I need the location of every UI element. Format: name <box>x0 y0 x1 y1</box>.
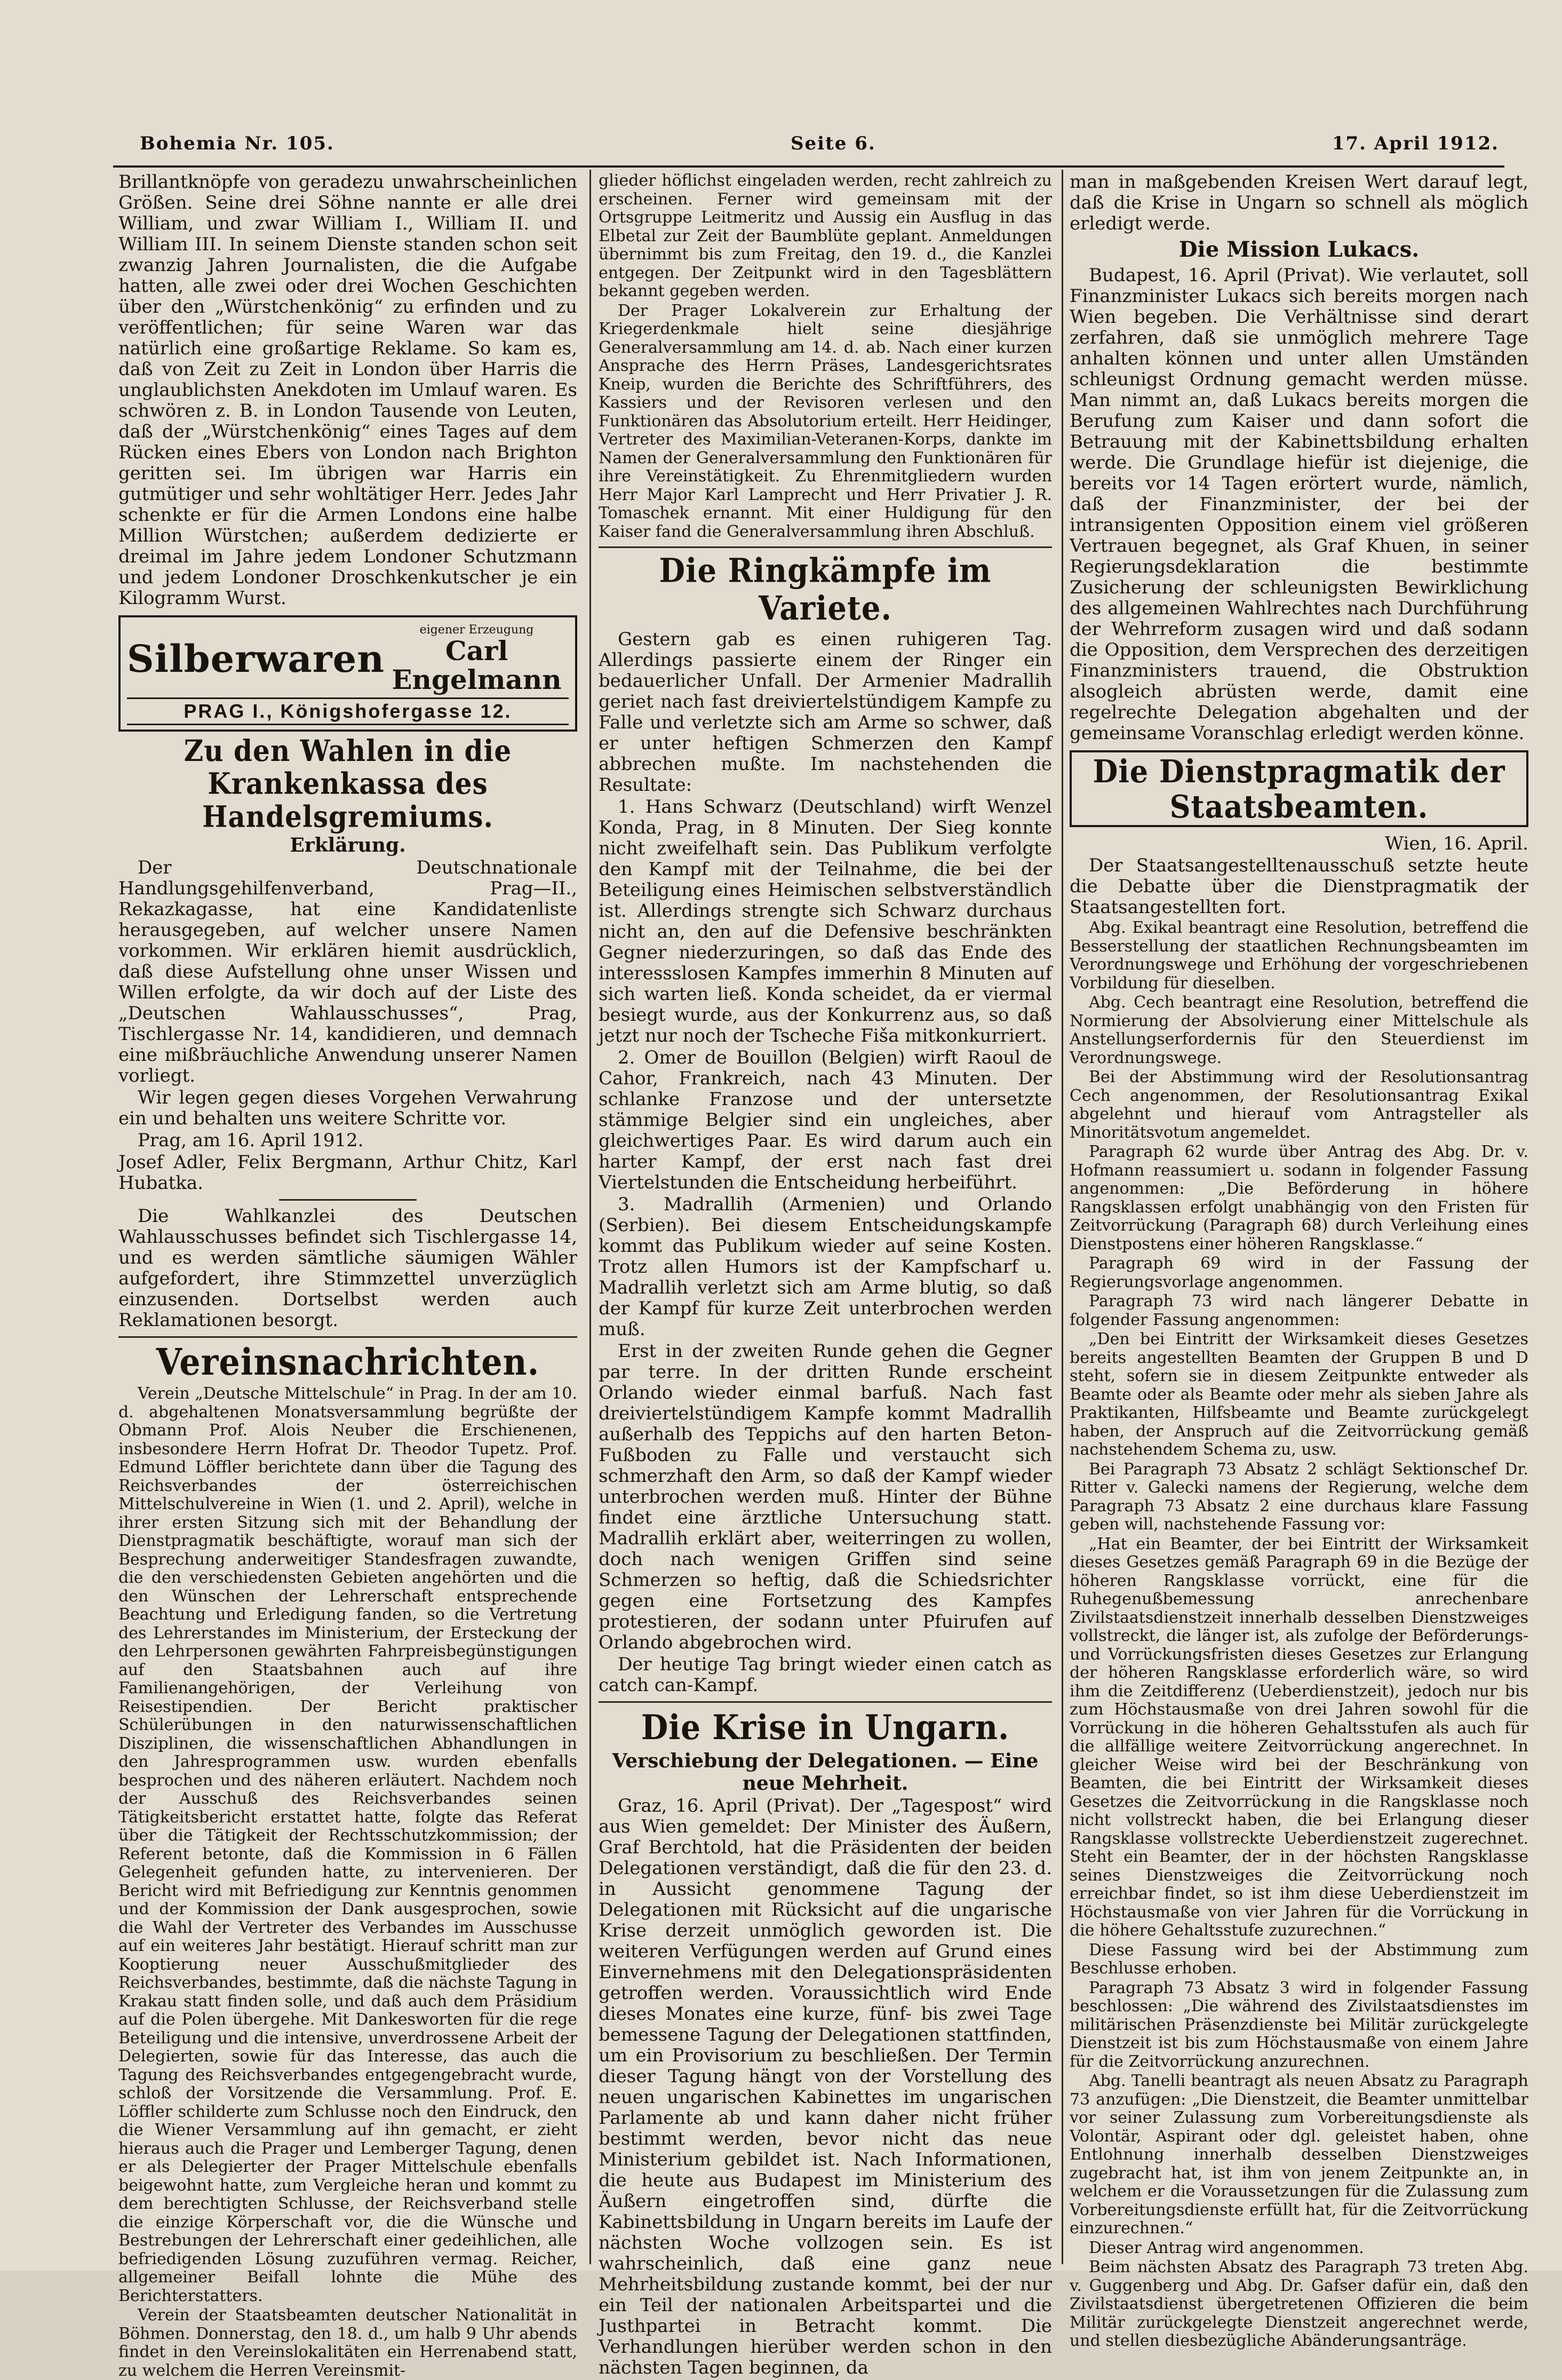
ad-address: PRAG I., Königshofergasse 12. <box>127 697 569 725</box>
paragraph-dienst-15: Beim nächsten Absatz des Paragraph 73 treten Abg. v. Guggenberg und Abg. Dr. Gafser dafür ein, daß den Zivilstaatsdienst übergetretenen Offizieren die beim Militär zurückgelegte Dienstzeit angerechnet werde, und stellen diesbezügliche Abänderungsanträge. <box>1070 2258 1528 2350</box>
article-wurst-continued: Brillantknöpfe von geradezu unwahrscheinlichen Größen. Seine drei Söhne nannte er alle drei William, und zwar William I., William II. und William III. In seinem Dienste standen schon seit zwanzig Jahren Journalisten, die die Aufgabe hatten, alle zwei oder drei Wochen Geschichten über den „Würstchenkönig“ zu erfinden und zu veröffentlichen; für seine Waren war das natürlich eine großartige Reklame. So kam es, daß von Zeit zu Zeit in London über Harris die unglaublichsten Anekdoten im Umlauf waren. Es schwören z. B. in London Tausende von Leuten, daß der „Würstchenkönig“ eines Tages auf dem Rücken eines Ebers von London nach Brighton geritten sei. Im übrigen war Harris ein gutmütiger und sehr wohltätiger Herr. Jedes Jahr schenkte er für die Armen Londons eine halbe Million Würstchen; außerdem dedizierte er dreimal im Jahre jedem Londoner Schutzmann und jedem Londoner Droschkenkutscher je ein Kilogramm Wurst. <box>118 171 577 609</box>
paragraph-erklaerung: Der Deutschnationale Handlungsgehilfenverband, Prag—II., Rekazkagasse, hat eine Kandidatenliste herausgegeben, auf welcher unsere Namen vorkommen. Wir erklären hiemit ausdrücklich, daß diese Aufstellung ohne unser Wissen und Willen erfolgte, da wir doch auf der Liste des „Deutschen Wahlausschusses“, Prag, Tischlergasse Nr. 14, kandidieren, und demnach eine mißbräuchliche Anwendung unserer Namen vorliegt. <box>118 857 577 1086</box>
advertisement-silberwaren <box>118 615 577 732</box>
heading-krise-ungarn: Die Krise in Ungarn. <box>641 1707 1010 1748</box>
paragraph-dienst-9: Bei Paragraph 73 Absatz 2 schlägt Sektionschef Dr. Ritter v. Galecki namens der Regierung, welche dem Paragraph 73 Absatz 2 eine durchaus klare Fassung geben will, nachstehende Fassung vor: <box>1070 1459 1528 1534</box>
paragraph-dienst-5: Paragraph 62 wurde über Antrag des Abg. Dr. v. Hofmann reassumiert u. sodann in folgender Fassung angenommen: „Die Beförderung in höhere Rangsklassen erfolgt unabhängig von den Fristen für Zeitvorrückung (Paragraph 68) durch Verleihung eines Dienstpostens einer höheren Rangsklasse.“ <box>1070 1143 1528 1254</box>
paragraph-signatories: Josef Adler, Felix Bergmann, Arthur Chitz, Karl Hubatka. <box>118 1152 577 1194</box>
heading-mission-lukacs: Die Mission Lukacs. <box>1178 237 1420 262</box>
paragraph-dienst-4: Bei der Abstimmung wird der Resolutionsantrag Cech angenommen, der Resolutionsantrag Exikal abgelehnt und hierauf vom Antragsteller als Minoritätsvotum angemeldet. <box>1070 1068 1528 1142</box>
divider <box>118 1336 577 1338</box>
paragraph-ring-result-3: 3. Madrallih (Armenien) und Orlando (Serbien). Bei diesem Entscheidungskampfe kommt das Publikum wieder auf seine Kosten. Trotz allen Humors ist der Kampfscharf u. Madrallih verletzt sich am Arme blutig, so daß der Kampf für kurze Zeit unterbrochen werden muß. <box>599 1194 1052 1340</box>
paragraph-dienst-2: Abg. Exikal beantragt eine Resolution, betreffend die Besserstellung der staatlichen Rechnungsbeamten im Verordnungswege und Erhöhung der vorgeschriebenen Vorbildung für dieselben. <box>1070 918 1528 993</box>
paragraph-kriegerdenkmale: Der Prager Lokalverein zur Erhaltung der Kriegerdenkmale hielt seine diesjährige Generalversammlung am 14. d. ab. Nach einer kurzen Ansprache des Herrn Präses, Landesgerichtsrates Kneip, wurden die Berichte des Schriftführers, des Kassiers und der Revisoren verlesen und den Funktionären das Absolutorium erteilt. Herr Heidinger, Vertreter des Maximilian-Veteranen-Korps, dankte im Namen der Generalversammlung den Funktionären für ihre Vereinstätigkeit. Zu Ehrenmitgliedern wurden Herr Major Karl Lamprecht und Herr Privatier J. R. Tomaschek ernannt. Mit einer Huldigung für den Kaiser fand die Generalversammlung ihren Abschluß. <box>599 301 1052 541</box>
paragraph-dienst-12: Paragraph 73 Absatz 3 wird in folgender Fassung beschlossen: „Die während des Zivilstaatsdienstes im militärischen Präsenzdienste bei Militär zurückgelegte Dienstzeit ist bis zum Höchstausmaße von einem Jahre für die Zeitvorrückung anzurechnen. <box>1070 1978 1528 2071</box>
ad-company: Carl Engelmann <box>392 635 562 695</box>
column-2 <box>599 171 1052 2378</box>
column-3 <box>1070 171 1528 2350</box>
paragraph-verein-continued: glieder höflichst eingeladen werden, recht zahlreich zu erscheinen. Ferner wird gemeinsam mit der Ortsgruppe Leitmeritz und Aussig ein Ausflug in das Elbetal zur Zeit der Baumblüte geplant. Anmeldungen übernimmt bis zum Freitag, den 19. d., die Kanzlei entgegen. Der Zeitpunkt wird in den Tagesblättern bekannt gegeben werden. <box>599 171 1052 300</box>
subheading-erklaerung: Erklärung. <box>290 834 406 856</box>
paragraph-dienst-13: Abg. Tanelli beantragt als neuen Absatz zu Paragraph 73 anzufügen: „Die Dienstzeit, die Beamter unmittelbar vor seiner Zulassung zum Vorbereitungsdienste als Volontär, Aspirant oder dgl. geleistet haben, ohne Entlohnung innerhalb desselben Dienstzweiges zugebracht hat, ist ihm von jenem Zeitpunkte an, in welchem er die Voraussetzungen für die Zulassung zum Vorbereitungsdienste erfüllt hat, für die Zeitvorrückung einzurechnen.“ <box>1070 2072 1528 2238</box>
paragraph-ring-result-1: 1. Hans Schwarz (Deutschland) wirft Wenzel Konda, Prag, in 8 Minuten. Der Sieg konnte nicht zweifelhaft sein. Das Publikum verfolgte den Kampf mit der Teilnahme, die bei der Beteiligung eines Heimischen selbstverständlich ist. Allerdings strengte sich Schwarz durchaus nicht an, den auf die Defensive beschränkten Gegner niederzuringen, so daß das Ende des interessslosen Kampfes immerhin 8 Minuten auf sich warten ließ. Konda scheidet, da er viermal besiegt wurde, aus der Konkurrenz aus, so daß jetzt nur noch der Tscheche Fiša mitkonkurriert. <box>599 796 1052 1046</box>
heading-wahlen: Zu den Wahlen in die Krankenkassa des Handelsgremiums. <box>184 733 512 834</box>
ad-tagline: eigener Erzeugung <box>419 623 534 637</box>
heading-vereinsnachrichten: Vereinsnachrichten. <box>156 1340 540 1384</box>
paragraph-date: Prag, am 16. April 1912. <box>138 1130 364 1151</box>
divider <box>279 1199 417 1201</box>
paragraph-ring-intro: Gestern gab es einen ruhigeren Tag. Allerdings passierte einem der Ringer ein bedauerlicher Unfall. Der Armenier Madrallih geriet nach fast dreiviertelstündigem Kampfe zu Falle und verletzte sich am Arme so schwer, daß er unter heftigen Schmerzen den Kampf abbrechen mußte. Im nachstehenden die Resultate: <box>599 629 1052 796</box>
column-rule-2 <box>1062 170 1063 2264</box>
paragraph-dienst-8: „Den bei Eintritt der Wirksamkeit dieses Gesetzes bereits angestellten Beamten der Gruppen B und D steht, sofern sie in diesem Zeitpunkte entweder als Beamte oder als Beamte oder mehr als sieben Jahre als Praktikanten, Hilfsbeamte und Beamte zurückgelegt haben, der Anspruch auf die Zeitvorrückung gemäß nachstehendem Schema zu, usw. <box>1070 1330 1528 1459</box>
paragraph-verein-staatsbeamten: Verein der Staatsbeamten deutscher Nationalität in Böhmen. Donnerstag, den 18. d., um halb 9 Uhr abends findet in den Vereinslokalitäten ein Herrenabend statt, zu welchem die Herren Vereinsmit- <box>118 2306 577 2380</box>
header-date: 17. April 1912. <box>1332 133 1499 154</box>
paragraph-dienst-7: Paragraph 73 wird nach längerer Debatte in folgender Fassung angenommen: <box>1070 1292 1528 1329</box>
divider <box>599 546 1052 548</box>
paragraph-verwahrung: Wir legen gegen dieses Vorgehen Verwahrung ein und behalten uns weitere Schritte vor. <box>118 1087 577 1129</box>
paragraph-dienst-6: Paragraph 69 wird in der Fassung der Regierungsvorlage angenommen. <box>1070 1254 1528 1291</box>
paragraph-dienst-1: Der Staatsangestelltenausschuß setzte heute die Debatte über die Dienstpragmatik der Staatsangestellten fort. <box>1070 855 1528 918</box>
paragraph-dienst-14: Dieser Antrag wird angenommen. <box>1089 2238 1364 2257</box>
paragraph-dienst-3: Abg. Cech beantragt eine Resolution, betreffend die Normierung der Absolvierung einer Mittelschule als Anstellungserfordernis für den Steuerdienst im Verordnungswege. <box>1070 993 1528 1067</box>
column-1 <box>118 171 578 2380</box>
paragraph-dienst-10: „Hat ein Beamter, der bei Eintritt der Wirksamkeit dieses Gesetzes gemäß Paragraph 69 in die Bezüge der höheren Rangsklasse vorrückt, eine für die Ruhegenußbemessung anrechenbare Zivilstaatsdienstzeit innerhalb desselben Dienstzweiges vollstreckt, die länger ist, als zufolge der Beförderungs- und Vorrückungsfristen dieses Gesetzes zur Erlangung der höheren Rangsklasse erforderlich wäre, so wird ihm die Zeitdifferenz (Ueberdienstzeit), jedoch nur bis zum Höchstausmaße von drei Jahren sowohl für die Vorrückung in die höheren Gehaltsstufen als auch für die allfällige weitere Zeitvorrückung angerechnet. In gleicher Weise wird bei der Beschränkung von Beamten, die bei Eintritt der Wirksamkeit dieses Gesetzes die Zeitvorrückung in die Rangsklasse noch nicht vollstreckt haben, die bei Erlangung dieser Rangsklasse vollstreckte Ueberdienstzeit zugerechnet. Steht ein Beamter, der in der höchsten Rangsklasse seines Dienstzweiges die Zeitvorrückung noch erreichbar findet, so ist ihm diese Ueberdienstzeit im Höchstausmaße von vier Jahren für die Vorrückung in die höhere Gehaltsstufe zuzurechnen.“ <box>1070 1534 1528 1940</box>
page-header <box>140 126 1499 161</box>
paragraph-dienst-11: Diese Fassung wird bei der Abstimmung zum Beschlusse erhoben. <box>1070 1940 1528 1978</box>
heading-dienstpragmatik: Die Dienstpragmatik der Staatsbeamten. <box>1093 752 1505 826</box>
divider <box>599 1701 1052 1703</box>
box-dienstpragmatik-heading <box>1070 750 1528 827</box>
paragraph-krise: Graz, 16. April (Privat). Der „Tagespost“ wird aus Wien gemeldet: Der Minister des Äußern, Graf Berchtold, hat die Präsidenten der beiden Delegationen verständigt, daß die für den 23. d. in Aussicht genommene Tagung der Delegationen mit Rücksicht auf die ungarische Krise derzeit unmöglich geworden ist. Die weiteren Verfügungen werden auf Grund eines Einvernehmens mit den Delegationspräsidenten getroffen werden. Voraussichtlich wird Ende dieses Monates eine kurze, fünf- bis zwei Tage bemessene Tagung der Delegationen stattfinden, um ein Provisorium zu beschließen. Der Termin dieser Tagung hängt von der Vorstellung des neuen ungarischen Kabinettes im ungarischen Parlamente ab und kann daher nicht früher bestimmt werden, bevor nicht das neue Ministerium gebildet ist. Nach Informationen, die heute aus Budapest im Ministerium des Äußern eingetroffen sind, dürfte die Kabinettsbildung in Ungarn bereits im Laufe der nächsten Woche vollzogen sein. Es ist wahrscheinlich, daß eine ganz neue Mehrheitsbildung zustande kommt, bei der nur ein Teil der nationalen Arbeitspartei und die Justhpartei in Betracht kommt. Die Verhandlungen hierüber werden schon in den nächsten Tagen beginnen, da <box>599 1795 1052 2378</box>
paragraph-lukacs: Budapest, 16. April (Privat). Wie verlautet, soll Finanzminister Lukacs sich bereits morgen nach Wien begeben. Die Verhältnisse sind derart zerfahren, daß sie unmöglich mehrere Tage anhalten können und unter allen Umständen schleunigst Ordnung gemacht werden müsse. Man nimmt an, daß Lukacs bereits morgen die Berufung zum Kaiser und dann sofort die Betrauung mit der Kabinettsbildung erhalten werde. Die Grundlage hiefür ist diejenige, die bereits vor 14 Tagen erörtert wurde, nämlich, daß der Finanzminister, der bei der intransigenten Opposition einem viel größeren Vertrauen begegnet, als Graf Khuen, in seiner Regierungsdeklaration die bestimmte Zusicherung der schleunigsten Bewirklichung des allgemeinen Wahlrechtes nach Durchführung der Wehrreform zusagen wird und daß sodann die Opposition, dem Versprechen des derzeitigen Finanzministers trauend, die Obstruktion alsogleich abrüsten werde, damit eine regelrechte Delegation abgehalten und der gemeinsame Voranschlag erledigt werden könne. <box>1070 265 1528 744</box>
dateline-wien: Wien, 16. April. <box>1385 833 1528 854</box>
ad-headline: Silberwaren <box>127 637 385 681</box>
subheading-delegationen: Verschiebung der Delegationen. — Eine neue Mehrheit. <box>612 1750 1039 1795</box>
heading-ringkaempfe: Die Ringkämpfe im Variete. <box>659 551 992 628</box>
header-page-number: Seite 6. <box>790 133 876 154</box>
header-rule <box>113 165 1504 168</box>
header-issue: Bohemia Nr. 105. <box>140 133 334 154</box>
paragraph-wahlkanzlei: Die Wahlkanzlei des Deutschen Wahlausschusses befindet sich Tischlergasse 14, und es werden sämtliche säumigen Wähler aufgefordert, ihre Stimmzettel unverzüglich einzusenden. Dortselbst werden auch Reklamationen besorgt. <box>118 1205 577 1331</box>
column-rule-1 <box>589 170 591 2264</box>
paragraph-ring-details: Erst in der zweiten Runde gehen die Gegner par terre. In der dritten Runde erscheint Orlando wieder einmal barfuß. Nach fast dreiviertelstündigem Kampfe kommt Madrallih außerhalb des Teppichs auf den harten Beton-Fußboden zu Falle und verstaucht sich schmerzhaft den Arm, so daß der Kampf wieder unterbrochen werden muß. Hinter der Bühne findet eine ärztliche Untersuchung statt. Madrallih erklärt aber, weiterringen zu wollen, doch nach wenigen Griffen sind seine Schmerzen so heftig, daß die Schiedsrichter gegen eine Fortsetzung des Kampfes protestieren, der sodann unter Pfuirufen auf Orlando abgebrochen wird. <box>599 1340 1052 1653</box>
paragraph-verein-mittelschule: Verein „Deutsche Mittelschule“ in Prag. In der am 10. d. abgehaltenen Monatsversammlung begrüßte der Obmann Prof. Alois Neuber die Erschienenen, insbesondere Herrn Hofrat Dr. Theodor Tupetz. Prof. Edmund Löffler berichtete dann über die Tagung des Reichsverbandes der österreichischen Mittelschulvereine in Wien (1. und 2. April), welche in ihrer ersten Sitzung sich mit der Behandlung der Dienstpragmatik beschäftigte, worauf man sich der Besprechung anderweitiger Standesfragen zuwandte, die den verschiedensten Gebieten angehörten und die den Wünschen der Lehrerschaft entsprechende Beachtung und Erledigung fanden, so die Vertretung des Lehrerstandes im Ministerium, der Ersteckung der den Lehrpersonen gewährten Fahrpreisbegünstigungen auf den Staatsbahnen auch auf ihre Familienangehörigen, der Verleihung von Reisestipendien. Der Bericht praktischer Schülerübungen in den naturwissenschaftlichen Disziplinen, die wissenschaftlichen Abhandlungen in den Jahresprogrammen usw. wurden ebenfalls besprochen und des näheren erläutert. Nachdem noch der Ausschuß des Reichsverbandes seinen Tätigkeitsbericht erstattet hatte, folgte das Referat über die Tätigkeit der Rechtsschutzkommission; der Referent betonte, daß die Kommission in 6 Fällen Gelegenheit gefunden hatte, zu intervenieren. Der Bericht wird mit Befriedigung zur Kenntnis genommen und der Kommission der Dank ausgesprochen, sowie die Wahl der Vertreter des Verbandes im Ausschusse auf ein weiteres Jahr bestätigt. Hierauf schritt man zur Kooptierung neuer Ausschußmitglieder des Reichsverbandes, bestimmte, daß die nächste Tagung in Krakau statt finden solle, und daß auch dem Präsidium auf die Polen übergehe. Mit Dankesworten für die rege Beteiligung und die intensive, unverdrossene Arbeit der Delegierten, sowie für das Interesse, das auch die Tagung des Reichsverbandes entgegengebracht wurde, schloß der Vorsitzende die Versammlung. Prof. E. Löffler schilderte zum Schlusse noch den Eindruck, den die Wiener Versammlung auf ihn gemacht, er zieht hieraus auch die Prager und Lemberger Tagung, denen er als Delegierter der Prager Mittelschule ebenfalls beigewohnt hatte, zum Vergleiche heran und kommt zu dem berechtigten Schlusse, der Reichsverband stelle die einzige Körperschaft vor, die die Wünsche und Bestrebungen der Lehrerschaft einer gedeihlichen, alle befriedigenden Lösung zuzuführen vermag. Reicher, allgemeiner Beifall lohnte die Mühe des Berichterstatters. <box>118 1384 578 2305</box>
paragraph-ring-result-2: 2. Omer de Bouillon (Belgien) wirft Raoul de Cahor, Frankreich, nach 43 Minuten. Der schlanke Franzose und der untersetzte stämmige Belgier sind ein ungleiches, aber gleichwertiges Paar. Es wird darum auch ein harter Kampf, der erst nach fast drei Viertelstunden die Entscheidung herbeiführt. <box>599 1047 1052 1193</box>
paragraph-ring-today: Der heutige Tag bringt wieder einen catch as catch can-Kampf. <box>599 1654 1052 1696</box>
paragraph-krise-continued: man in maßgebenden Kreisen Wert darauf legt, daß die Krise in Ungarn so schnell als möglich erledigt werde. <box>1070 171 1528 234</box>
